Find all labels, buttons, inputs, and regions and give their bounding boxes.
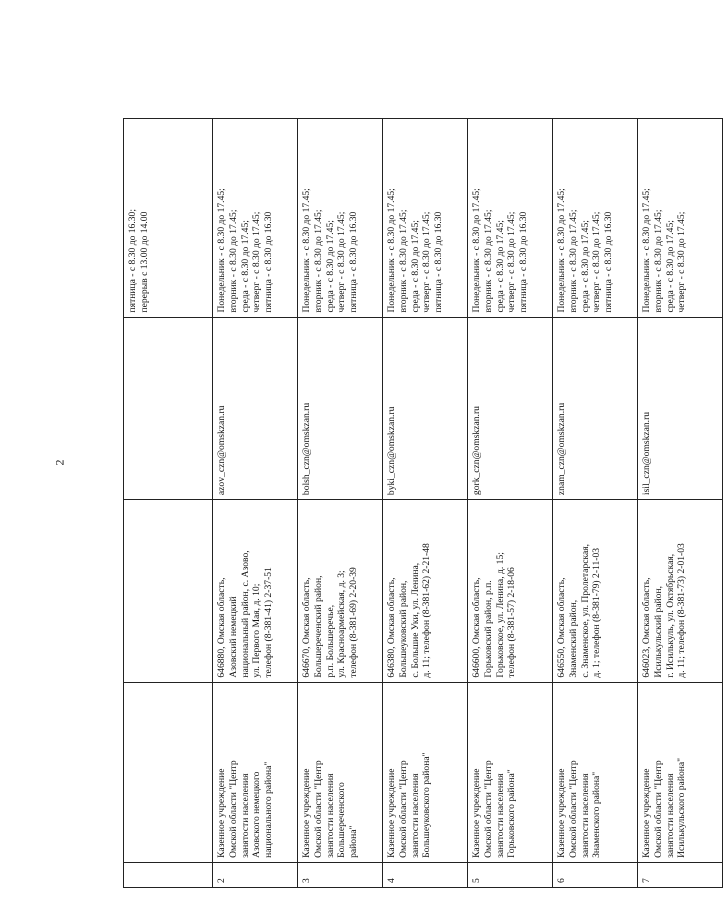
working-hours-line: Понедельник - с 8.30 до 17.45; <box>216 188 227 313</box>
working-hours <box>298 119 383 318</box>
institution-address <box>468 500 553 683</box>
working-hours-line: вторник - с 8.30 до 17.45; <box>482 209 494 313</box>
institution-name-line: занятости населения <box>409 773 421 858</box>
institution-name-line: Знаменского района" <box>591 771 603 858</box>
institution-address <box>553 500 638 683</box>
working-hours-line: Понедельник - с 8.30 до 17.45; <box>471 188 482 313</box>
institution-name-line: Омской области "Центр <box>312 760 324 858</box>
institution-name-line: национального района" <box>263 761 275 858</box>
working-hours-line: четверг - с 8.30 до 17.45; <box>676 211 688 313</box>
institution-name-line: Казенное учреждение <box>556 768 567 858</box>
institution-address <box>383 500 468 683</box>
institution-address-line: ул. Красноармейская, д. 3; <box>336 570 348 678</box>
institution-name-line: района" <box>348 825 360 858</box>
institution-address-line: с. Большие Уки, ул. Ленина, <box>409 562 421 678</box>
institution-name-line: Казенное учреждение <box>301 768 312 858</box>
institution-address-line: г. Исилькуль, ул. Октябрьская, <box>664 553 676 678</box>
working-hours <box>213 119 298 318</box>
working-hours <box>124 119 213 318</box>
institution-address-line: Большереченский район, <box>312 575 324 678</box>
working-hours <box>553 119 638 318</box>
institution-name-line: Азовского немецкого <box>251 771 263 858</box>
institution-name-line: Омской области "Центр <box>482 760 494 858</box>
institution-name-line: Омской области "Центр <box>227 760 239 858</box>
working-hours-line: среда - с 8.30 до 17.45; <box>324 220 336 313</box>
institution-address-line: 646380, Омская область, <box>386 577 397 678</box>
institution-address-line: телефон (8-381-57) 2-18-06 <box>506 567 518 678</box>
page-number: 2 <box>52 459 67 466</box>
table-row <box>124 119 213 888</box>
table-row <box>553 119 638 888</box>
institution-address-line: Большеуковский район, <box>397 580 409 678</box>
email-link[interactable]: znam_czn@omskzan.ru <box>553 317 638 500</box>
working-hours-line: пятница - с 8.30 до 16.30 <box>348 211 360 313</box>
working-hours-line: четверг - с 8.30 до 17.45; <box>251 211 263 313</box>
working-hours <box>383 119 468 318</box>
table-row <box>213 119 298 888</box>
institution-address-line: Знаменский район, <box>567 599 579 678</box>
institution-address-line: д. 11; телефон (8-381-73) 2-01-03 <box>676 543 688 678</box>
working-hours-line: вторник - с 8.30 до 17.45; <box>227 209 239 313</box>
working-hours <box>638 119 723 318</box>
working-hours-line: вторник - с 8.30 до 17.45; <box>312 209 324 313</box>
working-hours-line: перерыв с 13.00 до 14.00 <box>138 211 150 313</box>
institution-address-line: ул. Первого Мая, д. 10; <box>251 583 263 678</box>
row-number: 6 <box>553 862 638 887</box>
institution-name-line: Горьковского района" <box>506 769 518 858</box>
institution-name-line: Казенное учреждение <box>386 768 397 858</box>
working-hours-line: среда - с 8.30 до 17.45; <box>494 220 506 313</box>
email-link <box>124 317 213 500</box>
institution-address-line: национальный район, с. Азово, <box>239 550 251 678</box>
rotated-table-container <box>123 118 688 888</box>
institution-address-line: 646600, Омская область, <box>471 577 482 678</box>
row-number: 7 <box>638 862 723 887</box>
row-number: 3 <box>298 862 383 887</box>
institution-name-line: занятости населения <box>579 773 591 858</box>
row-number: 5 <box>468 862 553 887</box>
working-hours-line: вторник - с 8.30 до 17.45; <box>397 209 409 313</box>
email-link[interactable]: gork_czn@omskzan.ru <box>468 317 553 500</box>
working-hours-line: четверг - с 8.30 до 17.45; <box>421 211 433 313</box>
institution-address-line: 646023, Омская область, <box>641 577 652 678</box>
institution-name-line: Исилькульского района" <box>676 757 688 858</box>
table-row <box>638 119 723 888</box>
institution-address-line: Исилькульский район, <box>652 585 664 678</box>
institution-address-line: с. Знаменское, ул. Пролетарская, <box>579 543 591 678</box>
working-hours-line: среда - с 8.30 до 17.45; <box>409 220 421 313</box>
institution-address-line: Горьковский район, р.п. <box>482 580 494 678</box>
working-hours-line: среда - с 8.30 до 17.45; <box>579 220 591 313</box>
institution-name-line: Омской области "Центр <box>397 760 409 858</box>
working-hours-line: вторник - с 8.30 до 17.45; <box>652 209 664 313</box>
institution-name-line: Казенное учреждение <box>216 768 227 858</box>
institution-address-line: телефон (8-381-69) 2-20-39 <box>348 567 360 678</box>
institution-address <box>124 500 213 683</box>
institution-name-line: занятости населения <box>239 773 251 858</box>
institution-name <box>638 682 723 862</box>
row-number <box>124 862 213 887</box>
table-row <box>383 119 468 888</box>
table-body <box>124 119 723 888</box>
email-link[interactable]: isil_czn@omskzan.ru <box>638 317 723 500</box>
table-row <box>468 119 553 888</box>
institution-name <box>124 682 213 862</box>
row-number: 4 <box>383 862 468 887</box>
working-hours-line: пятница - с 8.30 до 16.30 <box>433 211 445 313</box>
institution-address-line: Горьковское, ул. Ленина, д. 15; <box>494 552 506 678</box>
working-hours-line: четверг - с 8.30 до 17.45; <box>336 211 348 313</box>
email-link[interactable]: bolsh_czn@omskzan.ru <box>298 317 383 500</box>
institution-name-line: Большеуковского района" <box>421 752 433 858</box>
institution-address-line: д. 11; телефон (8-381-62) 2-21-48 <box>421 543 433 678</box>
institution-name-line: Казенное учреждение <box>641 768 652 858</box>
working-hours-line: четверг - с 8.30 до 17.45; <box>591 211 603 313</box>
working-hours-line: пятница - с 8.30 до 16.30; <box>127 208 138 313</box>
institution-name-line: Казенное учреждение <box>471 768 482 858</box>
institution-address-line: телефон (8-381-41) 2-37-51 <box>263 567 275 678</box>
institution-address-line: 646880, Омская область, <box>216 577 227 678</box>
institution-name-line: занятости населения <box>494 773 506 858</box>
working-hours-line: Понедельник - с 8.30 до 17.45; <box>641 188 652 313</box>
institution-name-line: Большереченского <box>336 782 348 858</box>
institution-name-line: занятости населения <box>324 773 336 858</box>
institution-address-line: 646670, Омская область, <box>301 577 312 678</box>
working-hours-line: пятница - с 8.30 до 16.30 <box>263 211 275 313</box>
working-hours <box>468 119 553 318</box>
institution-name <box>213 682 298 862</box>
institution-address <box>298 500 383 683</box>
institution-name-line: Омской области "Центр <box>567 760 579 858</box>
institution-address <box>213 500 298 683</box>
working-hours-line: четверг - с 8.30 до 17.45; <box>506 211 518 313</box>
institution-name-line: Омской области "Центр <box>652 760 664 858</box>
institution-address-line: Азовский немецкий <box>227 596 239 678</box>
working-hours-line: вторник - с 8.30 до 17.45; <box>567 209 579 313</box>
table-row <box>298 119 383 888</box>
working-hours-line: пятница - с 8.30 до 16.30 <box>518 211 530 313</box>
institution-address-line: д. 1; телефон (8-381-79) 2-11-03 <box>591 547 603 678</box>
institution-name <box>298 682 383 862</box>
institution-name-line: занятости населения <box>664 773 676 858</box>
institution-address <box>638 500 723 683</box>
institution-name <box>553 682 638 862</box>
institution-name <box>468 682 553 862</box>
working-hours-line: среда - с 8.30 до 17.45; <box>239 220 251 313</box>
email-link[interactable]: azov_czn@omskzan.ru <box>213 317 298 500</box>
working-hours-line: Понедельник - с 8.30 до 17.45; <box>301 188 312 313</box>
working-hours-line: среда - с 8.30 до 17.45; <box>664 220 676 313</box>
row-number: 2 <box>213 862 298 887</box>
institution-address-line: 646550, Омская область, <box>556 577 567 678</box>
email-link[interactable]: byki_czn@omskzan.ru <box>383 317 468 500</box>
institution-address-line: р.п. Большеречье, <box>324 604 336 678</box>
employment-centers-table <box>123 118 723 888</box>
working-hours-line: Понедельник - с 8.30 до 17.45; <box>556 188 567 313</box>
working-hours-line: пятница - с 8.30 до 16.30 <box>603 211 615 313</box>
institution-name <box>383 682 468 862</box>
working-hours-line: Понедельник - с 8.30 до 17.45; <box>386 188 397 313</box>
